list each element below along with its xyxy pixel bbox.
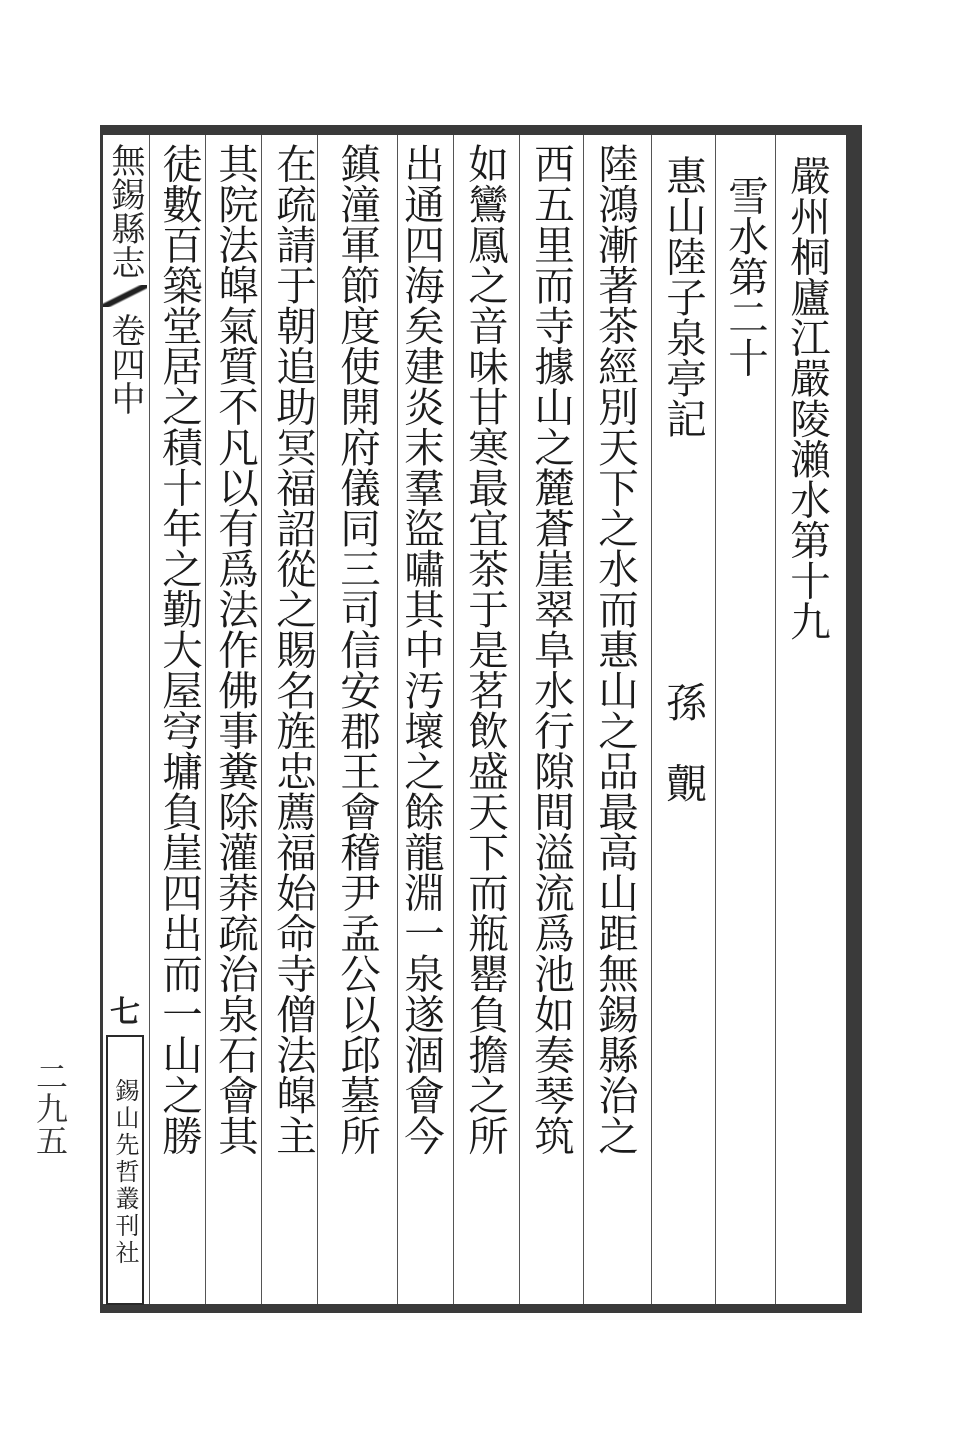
text-column-11: 徒數百築堂居之積十年之勤大屋穹墉負崖四出而一山之勝	[155, 143, 203, 1156]
column-rule	[775, 135, 776, 1304]
column-rule	[149, 135, 150, 1304]
section-title-2: 雪水第二十	[721, 175, 769, 378]
page-frame	[100, 125, 862, 1313]
text-column-4: 陸鴻漸著茶經別天下之水而惠山之品最高山距無錫縣治之	[591, 143, 639, 1156]
publisher-label: 錫山先哲叢刊社	[106, 1035, 144, 1305]
text-column-5: 西五里而寺據山之麓蒼崖翠阜水行隙間溢流爲池如奏琴筑	[527, 143, 575, 1156]
section-title-1: 嚴州桐廬江嚴陵瀨水第十九	[783, 155, 831, 641]
page-number: 二九五	[31, 1060, 69, 1156]
book-title: 無錫縣志	[105, 143, 145, 279]
column-rule	[715, 135, 716, 1304]
heading-column: 惠山陸子泉亭記 孫 覿	[659, 155, 707, 803]
text-column-10: 其院法皡氣質不凡以有爲法作佛事糞除灌莽疏治泉石會其	[211, 143, 259, 1156]
margin-title	[103, 143, 147, 983]
text-column-8: 鎮潼軍節度使開府儀同三司信安郡王會稽尹孟公以邱墓所	[333, 143, 381, 1156]
volume-label: 卷四中	[105, 313, 145, 415]
column-rule	[651, 135, 652, 1304]
column-rule	[453, 135, 454, 1304]
fishtail-mark	[103, 285, 147, 307]
column-rule	[519, 135, 520, 1304]
column-rule	[583, 135, 584, 1304]
text-column-6: 如鸞鳳之音味甘寒最宜茶于是茗飲盛天下而瓶罌負擔之所	[461, 143, 509, 1156]
leaf-number: 七	[110, 995, 140, 1030]
text-column-9: 在疏請于朝追助冥福詔從之賜名旌忠薦福始命寺僧法皡主	[269, 143, 317, 1156]
margin-strip	[103, 135, 149, 1304]
text-column-7: 出通四海矣建炎末羣盜嘯其中汚壞之餘龍淵一泉遂涸會今	[397, 143, 445, 1156]
